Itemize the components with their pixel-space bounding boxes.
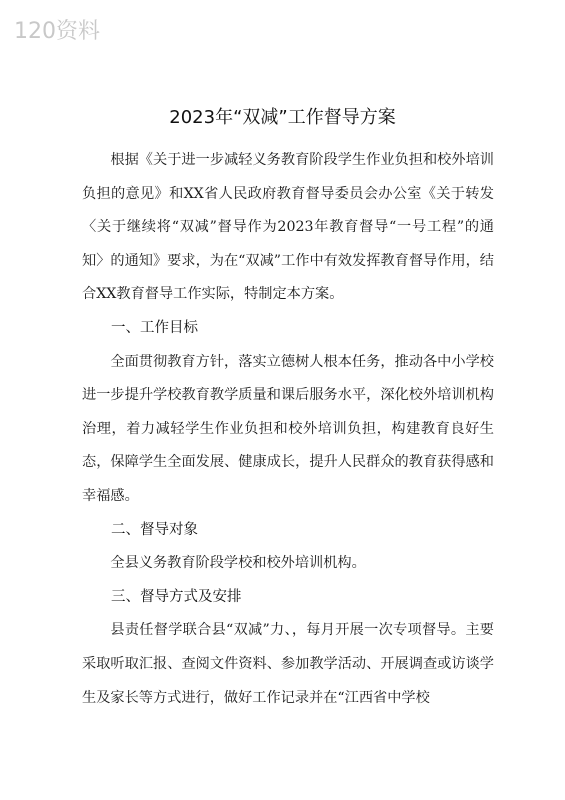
section-heading-goals: 一、工作目标 [111,319,198,336]
section-body-methods: 县责任督学联合县“双减”力、，每月开展一次专项督导。主要采取听取汇报、查阅文件资料、参加教学活动、开展调查或访谈学生及家长等方式进行，做好工作记录并在“江西省中学校 [82,622,494,706]
document-title: 2023年“双减”工作督导方案 [169,107,396,128]
intro-paragraph: 根据《关于进一步减轻义务教育阶段学生作业负担和校外培训负担的意见》和XX省人民政府教育督导委员会办公室《关于转发〈关于继续将“双减”督导作为2023年教育督导“一号工程”的通知〉的通知》要求，为在“双减”工作中有效发挥教育督导作用，结合XX教育督导工作实际，特制定本方案。 [82,152,494,303]
section-heading-methods: 三、督导方式及安排 [111,588,242,605]
section-heading-targets: 二、督导对象 [111,521,198,538]
section-body-targets: 全县义务教育阶段学校和校外培训机构。 [110,555,366,572]
section-body-goals: 全面贯彻教育方针，落实立德树人根本任务，推动各中小学校进一步提升学校教育教学质量和课后服务水平，深化校外培训机构治理，着力减轻学生作业负担和校外培训负担，构建教育良好生态，保障学生全面发展、健康成长，提升人民群众的教育获得感和幸福感。 [82,353,494,504]
watermark-text: 120资料 [14,19,100,44]
document-body [82,144,494,715]
